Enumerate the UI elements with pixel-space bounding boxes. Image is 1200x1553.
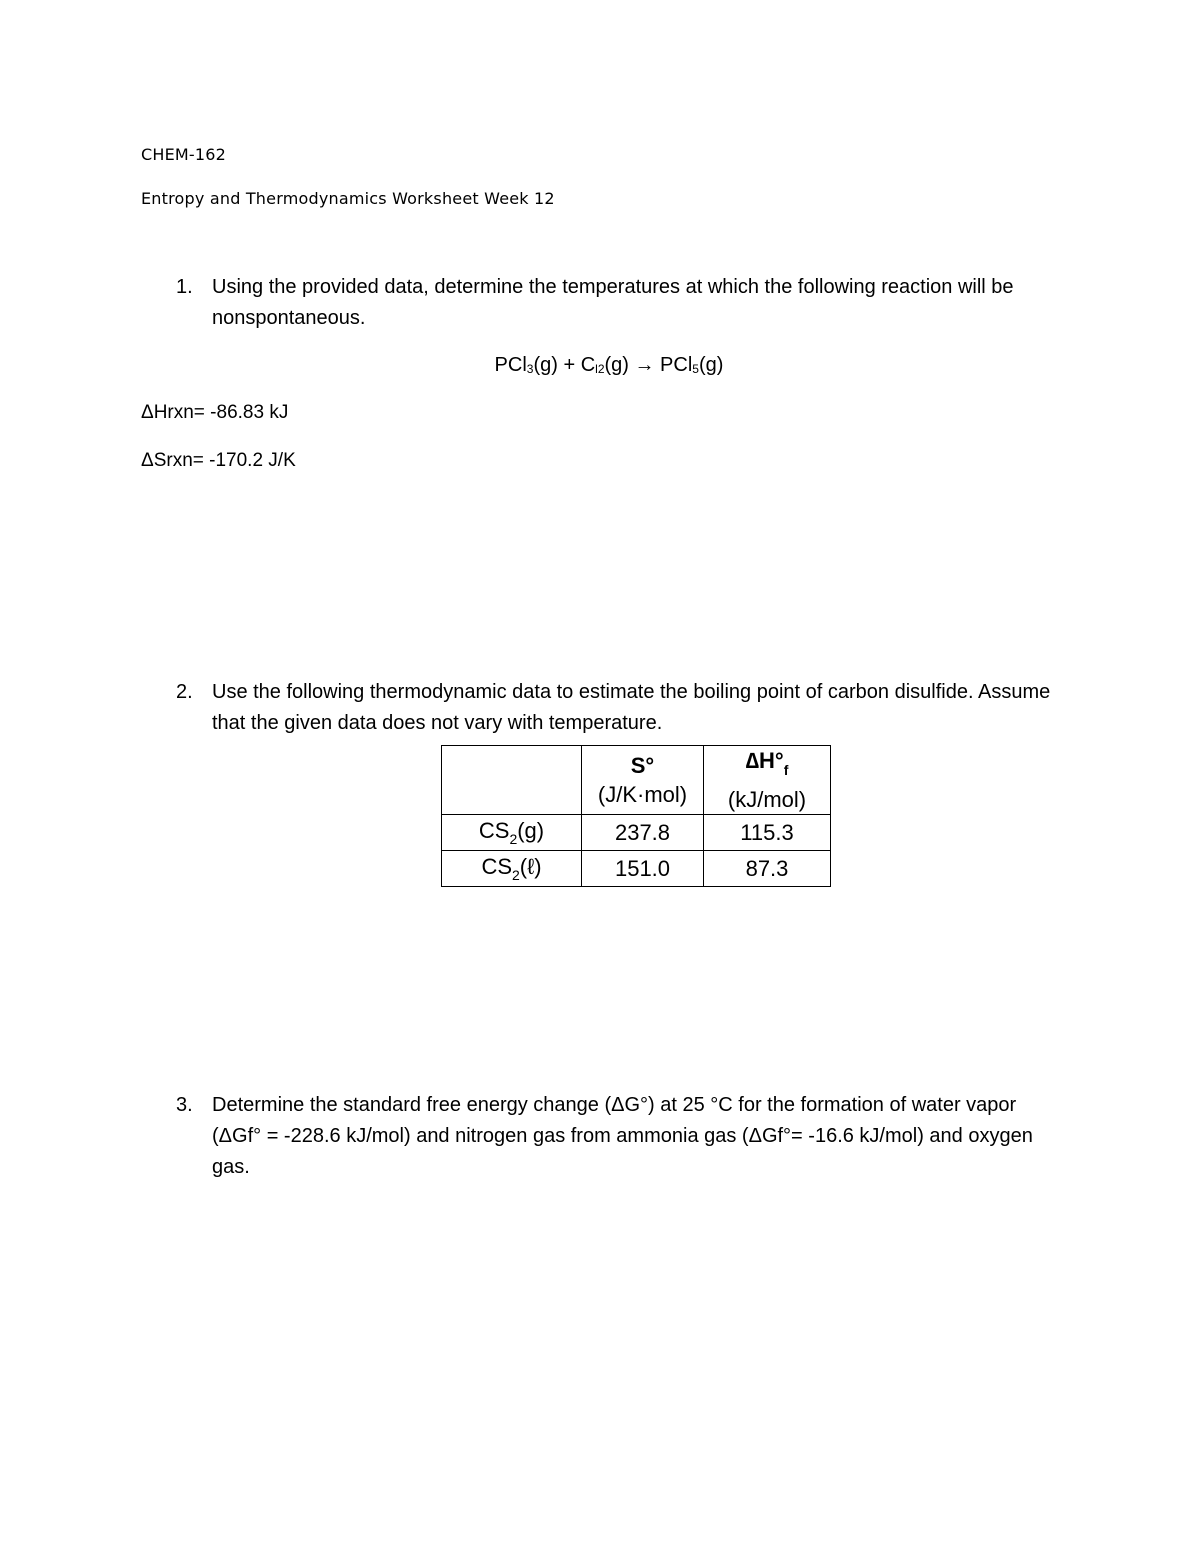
table-row <box>442 815 831 851</box>
question-2-text: Use the following thermodynamic data to estimate the boiling point of carbon disulfide. Assume that the given data does not vary with temperature. <box>212 681 1051 734</box>
entropy-value: 151.0 <box>582 851 704 887</box>
table-row <box>442 851 831 887</box>
reactant-cl-subscript: l2 <box>595 362 605 376</box>
enthalpy-value: 115.3 <box>704 815 831 851</box>
species-subscript: 2 <box>512 867 520 883</box>
species-subscript: 2 <box>509 831 518 847</box>
enthalpy-header <box>704 746 831 815</box>
enthalpy-value: 87.3 <box>704 851 831 887</box>
equation-part-2: (g) → PCl <box>604 354 693 376</box>
species-formula: CS <box>481 854 512 879</box>
course-code: CHEM-162 <box>141 145 227 164</box>
enthalpy-unit: (kJ/mol) <box>727 787 807 812</box>
question-3-text: Determine the standard free energy change (ΔG°) at 25 °C for the formation of water vapor (ΔGf° = -228.6 kJ/mol) and nitrogen gas from ammonia gas (ΔGf°= -16.6 kJ/mol) and oxygen gas. <box>212 1094 1033 1178</box>
equation-part-1: (g) + C <box>533 354 596 376</box>
species-cell <box>442 851 582 887</box>
table-header-row <box>442 746 831 815</box>
question-2-number: 2. <box>176 681 193 703</box>
species-state: (g) <box>517 818 545 843</box>
question-1-number: 1. <box>176 276 193 298</box>
entropy-value: 237.8 <box>582 815 704 851</box>
entropy-symbol: S° <box>630 753 655 778</box>
question-1-text: Using the provided data, determine the temperatures at which the following reaction will be nonspontaneous. <box>212 276 1014 329</box>
entropy-given: ΔSrxn= -170.2 J/K <box>141 450 296 471</box>
entropy-header <box>582 746 704 815</box>
enthalpy-symbol: ∆H° <box>745 748 784 773</box>
equation-part-3: (g) <box>698 354 724 376</box>
question-3-number: 3. <box>176 1094 193 1116</box>
thermo-data-table <box>441 745 831 887</box>
reactant-pcl: PCl <box>494 354 527 376</box>
reactant-pcl-subscript: 3 <box>526 362 534 376</box>
enthalpy-subscript: f <box>783 762 789 778</box>
product-subscript: 5 <box>692 362 699 376</box>
worksheet-title: Entropy and Thermodynamics Worksheet Week 12 <box>141 189 555 208</box>
reaction-equation <box>0 354 1200 377</box>
question-1 <box>176 272 1066 334</box>
question-2 <box>176 677 1066 739</box>
entropy-unit: (J/K·mol) <box>597 782 688 807</box>
species-cell <box>442 815 582 851</box>
species-state: (ℓ) <box>519 854 542 879</box>
question-3 <box>176 1090 1066 1183</box>
enthalpy-given: ΔHrxn= -86.83 kJ <box>141 402 289 423</box>
species-formula: CS <box>478 818 510 843</box>
table-corner-cell <box>442 746 582 815</box>
